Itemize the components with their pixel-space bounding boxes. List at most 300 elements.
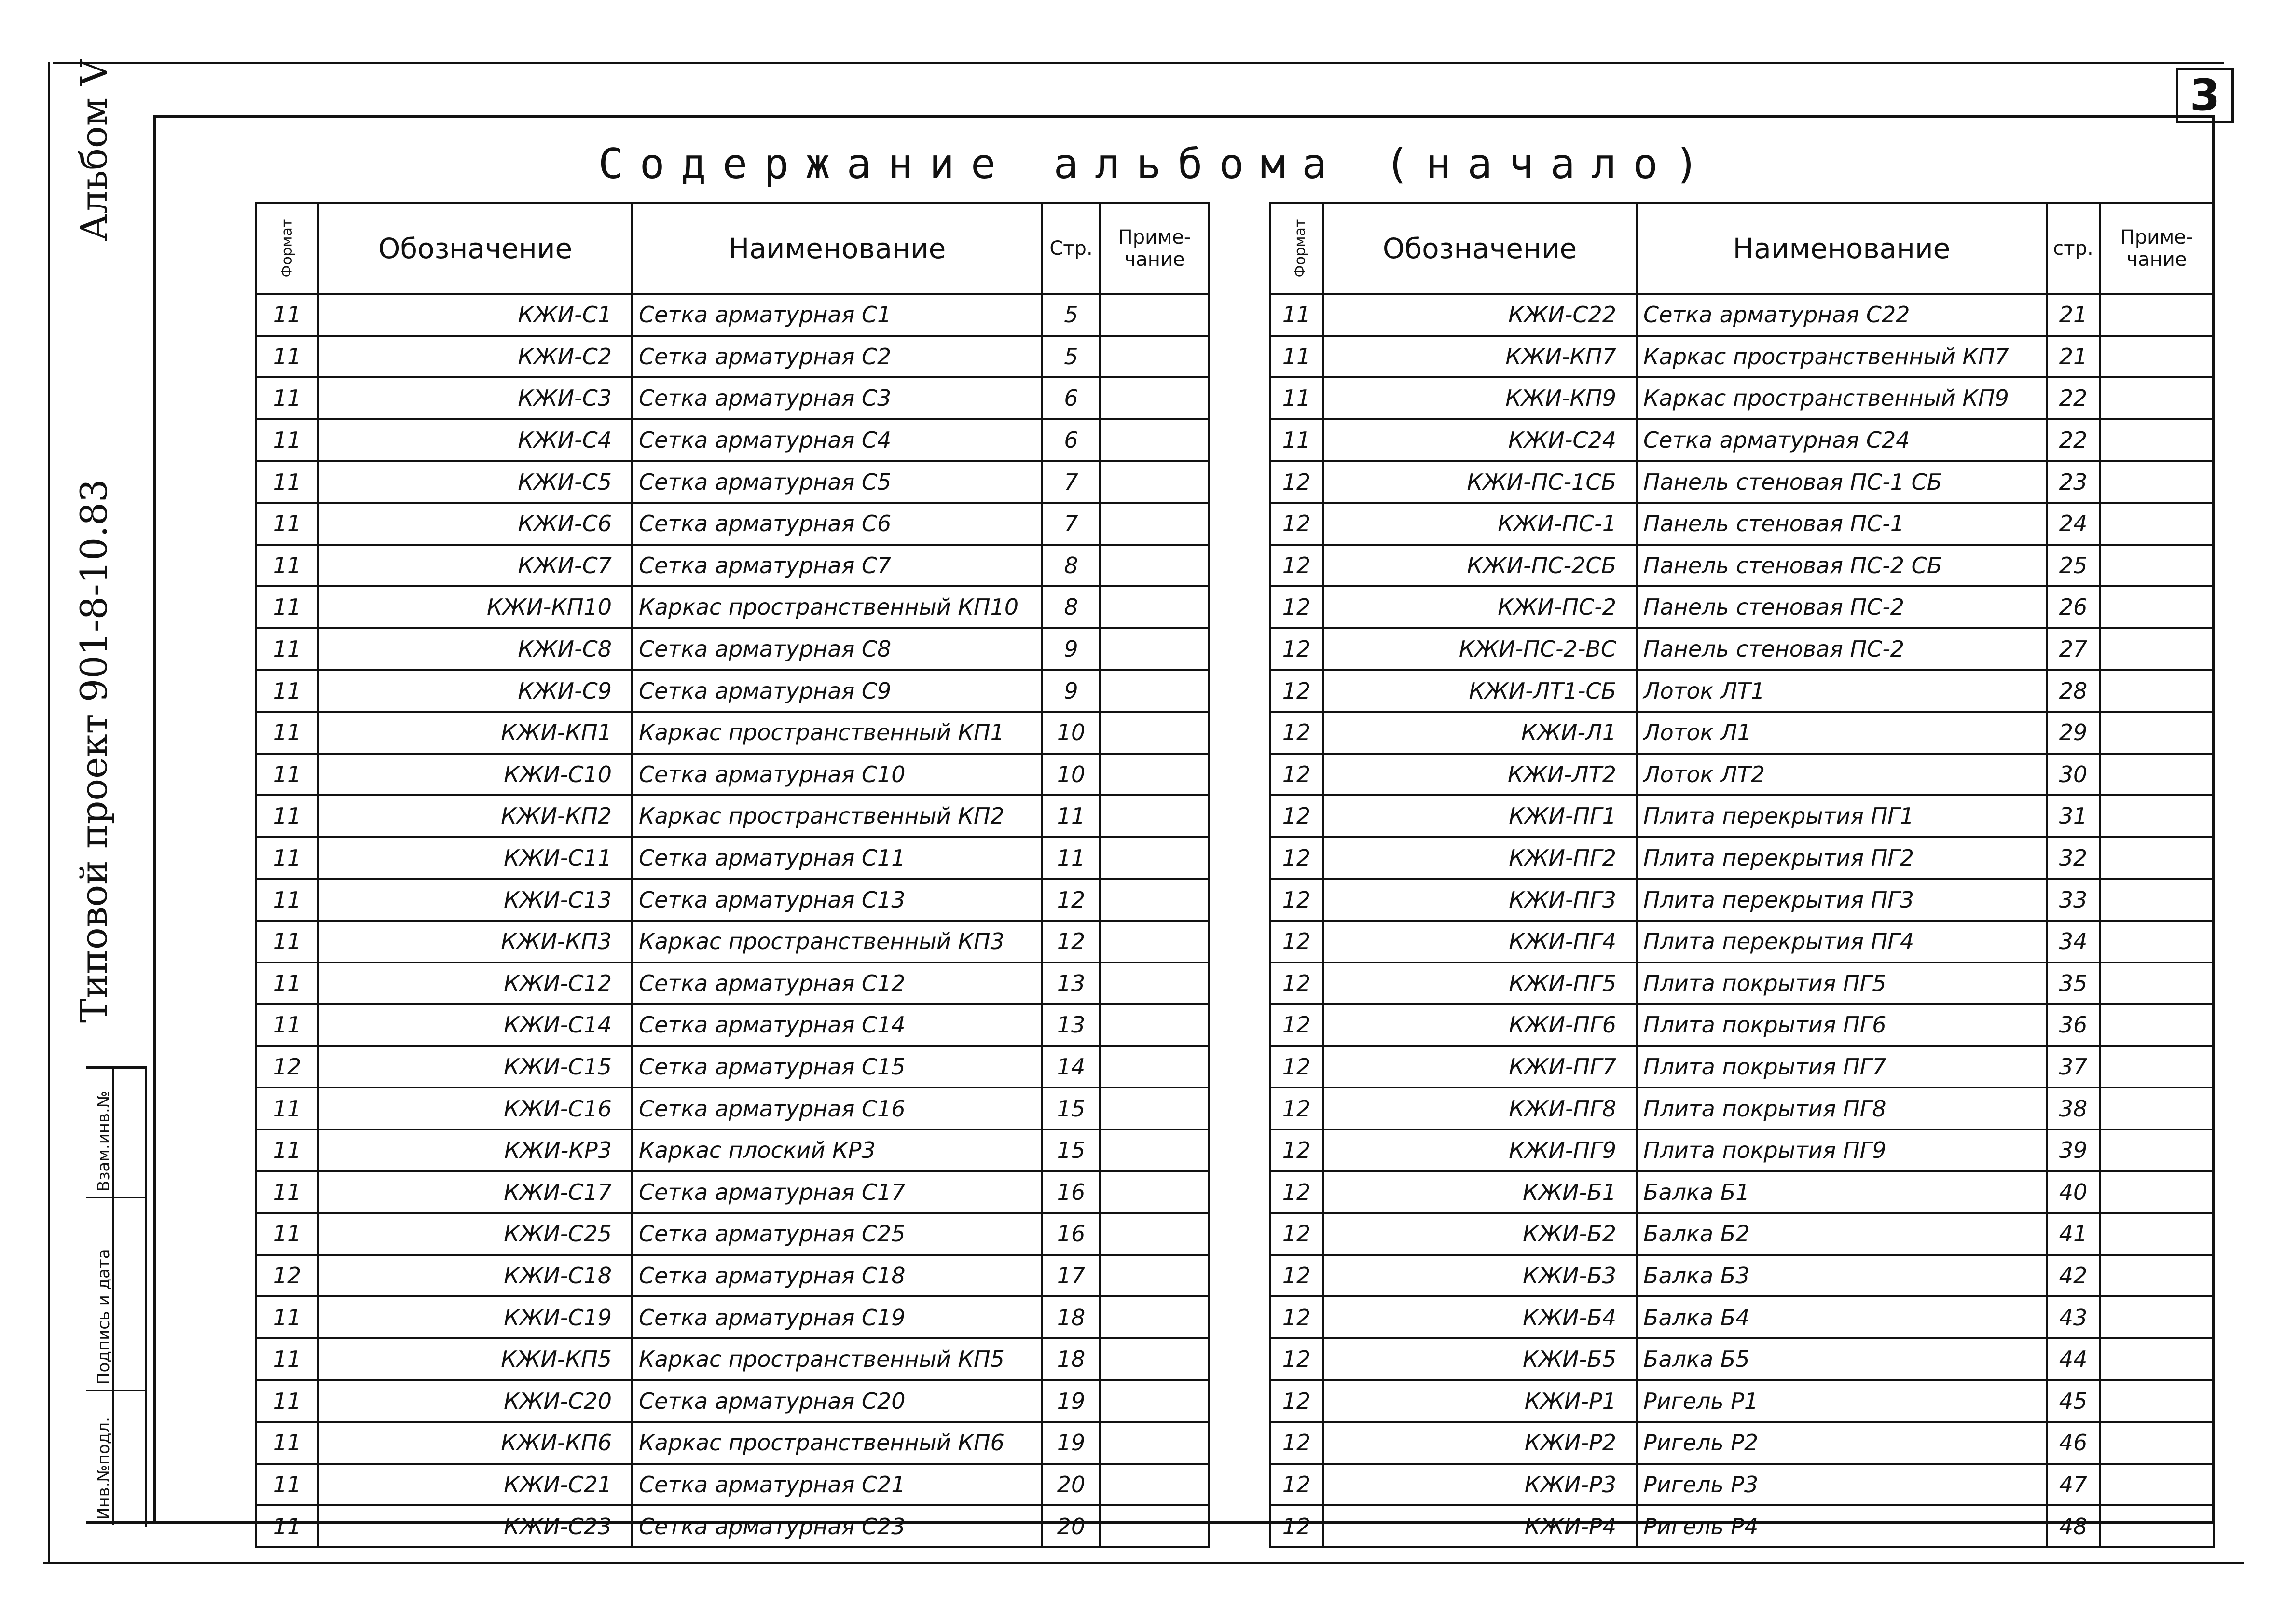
row-name: Лоток ЛТ1 bbox=[1637, 670, 2047, 712]
row-designation: КЖИ-С21 bbox=[318, 1464, 632, 1506]
row-page: 19 bbox=[1042, 1422, 1100, 1464]
table-row bbox=[1270, 1464, 2214, 1506]
row-page: 14 bbox=[1042, 1046, 1100, 1088]
row-designation: КЖИ-С7 bbox=[318, 545, 632, 587]
row-name: Балка Б5 bbox=[1637, 1338, 2047, 1380]
left-sheet-line bbox=[48, 62, 50, 1562]
header-note: Приме-чание bbox=[2100, 203, 2214, 294]
row-name: Сетка арматурная С25 bbox=[632, 1213, 1042, 1255]
table-row bbox=[256, 377, 1209, 419]
row-designation: КЖИ-ПС-1 bbox=[1323, 503, 1637, 545]
table-row bbox=[256, 1380, 1209, 1422]
row-designation: КЖИ-ПС-2СБ bbox=[1323, 545, 1637, 587]
row-name: Каркас пространственный КП2 bbox=[632, 795, 1042, 837]
row-name: Каркас пространственный КП6 bbox=[632, 1422, 1042, 1464]
row-name: Лоток ЛТ2 bbox=[1637, 754, 2047, 796]
row-name: Балка Б4 bbox=[1637, 1296, 2047, 1338]
header-page: Стр. bbox=[1042, 203, 1100, 294]
row-format: 12 bbox=[1270, 754, 1323, 796]
row-format: 11 bbox=[256, 336, 318, 378]
row-page: 27 bbox=[2047, 628, 2100, 670]
table-row bbox=[1270, 1505, 2214, 1547]
row-designation: КЖИ-С2 bbox=[318, 336, 632, 378]
row-page: 16 bbox=[1042, 1213, 1100, 1255]
row-name: Панель стеновая ПС-2 bbox=[1637, 628, 2047, 670]
bottom-sheet-line bbox=[43, 1562, 2244, 1564]
table-header bbox=[1270, 203, 2214, 294]
row-format: 11 bbox=[1270, 294, 1323, 336]
table-row bbox=[256, 1505, 1209, 1547]
page-title: Содержание альбома (начало) bbox=[598, 140, 1716, 188]
row-note bbox=[1100, 795, 1209, 837]
row-page: 9 bbox=[1042, 628, 1100, 670]
row-note bbox=[2100, 336, 2214, 378]
row-page: 7 bbox=[1042, 503, 1100, 545]
page-number: 3 bbox=[2176, 68, 2234, 123]
row-designation: КЖИ-Б4 bbox=[1323, 1296, 1637, 1338]
row-page: 47 bbox=[2047, 1464, 2100, 1506]
row-note bbox=[2100, 1046, 2214, 1088]
row-note bbox=[1100, 419, 1209, 461]
table-row bbox=[256, 1422, 1209, 1464]
table-row bbox=[256, 1129, 1209, 1171]
row-note bbox=[2100, 545, 2214, 587]
row-name: Балка Б1 bbox=[1637, 1171, 2047, 1213]
row-note bbox=[2100, 377, 2214, 419]
row-format: 11 bbox=[256, 963, 318, 1005]
row-page: 11 bbox=[1042, 837, 1100, 879]
row-note bbox=[2100, 461, 2214, 503]
top-sheet-line bbox=[53, 62, 2224, 64]
table-row bbox=[256, 879, 1209, 921]
row-designation: КЖИ-С11 bbox=[318, 837, 632, 879]
row-note bbox=[1100, 377, 1209, 419]
row-note bbox=[2100, 1129, 2214, 1171]
row-format: 11 bbox=[256, 545, 318, 587]
row-note bbox=[2100, 963, 2214, 1005]
row-designation: КЖИ-С23 bbox=[318, 1505, 632, 1547]
row-page: 20 bbox=[1042, 1505, 1100, 1547]
row-format: 12 bbox=[1270, 1129, 1323, 1171]
row-format: 12 bbox=[1270, 879, 1323, 921]
table-row bbox=[1270, 628, 2214, 670]
row-page: 13 bbox=[1042, 963, 1100, 1005]
row-designation: КЖИ-С8 bbox=[318, 628, 632, 670]
row-format: 12 bbox=[1270, 1380, 1323, 1422]
row-format: 11 bbox=[256, 1422, 318, 1464]
row-page: 5 bbox=[1042, 294, 1100, 336]
row-designation: КЖИ-Б3 bbox=[1323, 1255, 1637, 1297]
row-format: 11 bbox=[256, 586, 318, 628]
row-name: Сетка арматурная С21 bbox=[632, 1464, 1042, 1506]
row-format: 11 bbox=[256, 377, 318, 419]
row-designation: КЖИ-КП2 bbox=[318, 795, 632, 837]
row-page: 44 bbox=[2047, 1338, 2100, 1380]
stamp-label-inv: Инв.№подл. bbox=[94, 1417, 113, 1520]
row-format: 12 bbox=[1270, 712, 1323, 754]
row-note bbox=[1100, 712, 1209, 754]
row-note bbox=[1100, 586, 1209, 628]
row-designation: КЖИ-ПС-2-ВС bbox=[1323, 628, 1637, 670]
stamp-sep-1 bbox=[86, 1197, 145, 1198]
row-designation: КЖИ-Р3 bbox=[1323, 1464, 1637, 1506]
row-note bbox=[2100, 1505, 2214, 1547]
row-format: 12 bbox=[1270, 1171, 1323, 1213]
table-row bbox=[256, 795, 1209, 837]
table-row bbox=[1270, 1213, 2214, 1255]
row-name: Сетка арматурная С4 bbox=[632, 419, 1042, 461]
row-format: 12 bbox=[1270, 1338, 1323, 1380]
row-designation: КЖИ-С10 bbox=[318, 754, 632, 796]
table-row bbox=[256, 1046, 1209, 1088]
table-row bbox=[1270, 837, 2214, 879]
row-name: Лоток Л1 bbox=[1637, 712, 2047, 754]
row-format: 12 bbox=[1270, 837, 1323, 879]
table-row bbox=[1270, 377, 2214, 419]
row-page: 31 bbox=[2047, 795, 2100, 837]
header-designation: Обозначение bbox=[318, 203, 632, 294]
row-page: 12 bbox=[1042, 921, 1100, 963]
row-note bbox=[2100, 1004, 2214, 1046]
row-designation: КЖИ-С4 bbox=[318, 419, 632, 461]
table-row bbox=[1270, 503, 2214, 545]
table-row bbox=[1270, 795, 2214, 837]
table-row bbox=[256, 503, 1209, 545]
row-format: 11 bbox=[1270, 377, 1323, 419]
row-format: 12 bbox=[1270, 461, 1323, 503]
row-page: 24 bbox=[2047, 503, 2100, 545]
row-designation: КЖИ-КП7 bbox=[1323, 336, 1637, 378]
row-note bbox=[2100, 1380, 2214, 1422]
row-format: 11 bbox=[1270, 419, 1323, 461]
row-page: 41 bbox=[2047, 1213, 2100, 1255]
row-designation: КЖИ-С17 bbox=[318, 1171, 632, 1213]
table-row bbox=[1270, 1338, 2214, 1380]
row-name: Сетка арматурная С16 bbox=[632, 1087, 1042, 1129]
row-note bbox=[1100, 1213, 1209, 1255]
row-page: 33 bbox=[2047, 879, 2100, 921]
row-page: 13 bbox=[1042, 1004, 1100, 1046]
table-row bbox=[256, 294, 1209, 336]
row-designation: КЖИ-С9 bbox=[318, 670, 632, 712]
row-note bbox=[2100, 837, 2214, 879]
row-note bbox=[2100, 1296, 2214, 1338]
row-name: Сетка арматурная С19 bbox=[632, 1296, 1042, 1338]
row-designation: КЖИ-Р4 bbox=[1323, 1505, 1637, 1547]
row-note bbox=[2100, 1087, 2214, 1129]
table-row bbox=[256, 1296, 1209, 1338]
row-format: 11 bbox=[256, 1505, 318, 1547]
row-designation: КЖИ-ПГ7 bbox=[1323, 1046, 1637, 1088]
row-name: Плита перекрытия ПГ3 bbox=[1637, 879, 2047, 921]
row-note bbox=[1100, 1296, 1209, 1338]
row-name: Каркас пространственный КП5 bbox=[632, 1338, 1042, 1380]
row-format: 11 bbox=[256, 1004, 318, 1046]
row-format: 11 bbox=[256, 837, 318, 879]
row-designation: КЖИ-С19 bbox=[318, 1296, 632, 1338]
row-designation: КЖИ-С3 bbox=[318, 377, 632, 419]
row-designation: КЖИ-С20 bbox=[318, 1380, 632, 1422]
table-row bbox=[1270, 1296, 2214, 1338]
row-page: 21 bbox=[2047, 336, 2100, 378]
row-format: 11 bbox=[256, 795, 318, 837]
row-format: 12 bbox=[1270, 1422, 1323, 1464]
row-name: Сетка арматурная С22 bbox=[1637, 294, 2047, 336]
row-format: 12 bbox=[1270, 1505, 1323, 1547]
row-format: 12 bbox=[1270, 503, 1323, 545]
row-note bbox=[1100, 837, 1209, 879]
table-row bbox=[256, 963, 1209, 1005]
stamp-label-sign: Подпись и дата bbox=[94, 1249, 113, 1385]
row-format: 12 bbox=[1270, 545, 1323, 587]
row-note bbox=[2100, 586, 2214, 628]
row-note bbox=[1100, 754, 1209, 796]
row-page: 34 bbox=[2047, 921, 2100, 963]
row-designation: КЖИ-ПГ1 bbox=[1323, 795, 1637, 837]
row-format: 11 bbox=[256, 503, 318, 545]
row-note bbox=[1100, 879, 1209, 921]
row-name: Каркас пространственный КП1 bbox=[632, 712, 1042, 754]
row-name: Плита покрытия ПГ8 bbox=[1637, 1087, 2047, 1129]
row-page: 9 bbox=[1042, 670, 1100, 712]
row-page: 29 bbox=[2047, 712, 2100, 754]
row-designation: КЖИ-КП10 bbox=[318, 586, 632, 628]
row-note bbox=[1100, 1171, 1209, 1213]
row-designation: КЖИ-С22 bbox=[1323, 294, 1637, 336]
row-format: 11 bbox=[1270, 336, 1323, 378]
row-designation: КЖИ-С5 bbox=[318, 461, 632, 503]
row-designation: КЖИ-С24 bbox=[1323, 419, 1637, 461]
row-note bbox=[2100, 1464, 2214, 1506]
table-row bbox=[256, 1004, 1209, 1046]
row-designation: КЖИ-С12 bbox=[318, 963, 632, 1005]
row-note bbox=[2100, 1171, 2214, 1213]
row-page: 15 bbox=[1042, 1087, 1100, 1129]
row-designation: КЖИ-Б2 bbox=[1323, 1213, 1637, 1255]
table-row bbox=[256, 1338, 1209, 1380]
row-name: Плита покрытия ПГ9 bbox=[1637, 1129, 2047, 1171]
row-format: 12 bbox=[1270, 1296, 1323, 1338]
table-row bbox=[1270, 1004, 2214, 1046]
table-row bbox=[256, 1171, 1209, 1213]
row-format: 11 bbox=[256, 712, 318, 754]
row-designation: КЖИ-С1 bbox=[318, 294, 632, 336]
row-name: Сетка арматурная С12 bbox=[632, 963, 1042, 1005]
row-note bbox=[2100, 921, 2214, 963]
row-note bbox=[2100, 1338, 2214, 1380]
row-name: Сетка арматурная С14 bbox=[632, 1004, 1042, 1046]
row-name: Сетка арматурная С3 bbox=[632, 377, 1042, 419]
header-designation: Обозначение bbox=[1323, 203, 1637, 294]
row-name: Сетка арматурная С15 bbox=[632, 1046, 1042, 1088]
row-name: Каркас пространственный КП3 bbox=[632, 921, 1042, 963]
row-name: Сетка арматурная С18 bbox=[632, 1255, 1042, 1297]
row-page: 20 bbox=[1042, 1464, 1100, 1506]
table-row bbox=[1270, 294, 2214, 336]
row-name: Панель стеновая ПС-1 bbox=[1637, 503, 2047, 545]
row-page: 32 bbox=[2047, 837, 2100, 879]
row-page: 16 bbox=[1042, 1171, 1100, 1213]
row-designation: КЖИ-КП5 bbox=[318, 1338, 632, 1380]
row-format: 12 bbox=[1270, 1046, 1323, 1088]
row-format: 11 bbox=[256, 1296, 318, 1338]
row-designation: КЖИ-Б5 bbox=[1323, 1338, 1637, 1380]
row-name: Сетка арматурная С23 bbox=[632, 1505, 1042, 1547]
table-row bbox=[1270, 336, 2214, 378]
row-name: Балка Б3 bbox=[1637, 1255, 2047, 1297]
row-page: 17 bbox=[1042, 1255, 1100, 1297]
row-name: Ригель Р2 bbox=[1637, 1422, 2047, 1464]
row-note bbox=[1100, 545, 1209, 587]
row-name: Сетка арматурная С24 bbox=[1637, 419, 2047, 461]
row-page: 15 bbox=[1042, 1129, 1100, 1171]
row-note bbox=[1100, 294, 1209, 336]
row-page: 21 bbox=[2047, 294, 2100, 336]
row-page: 8 bbox=[1042, 545, 1100, 587]
table-row bbox=[256, 1213, 1209, 1255]
stamp-label-replace: Взам.инв.№ bbox=[94, 1090, 113, 1192]
header-name: Наименование bbox=[1637, 203, 2047, 294]
row-page: 6 bbox=[1042, 419, 1100, 461]
row-name: Панель стеновая ПС-1 СБ bbox=[1637, 461, 2047, 503]
header-note: Приме-чание bbox=[1100, 203, 1209, 294]
row-name: Сетка арматурная С11 bbox=[632, 837, 1042, 879]
table-row bbox=[1270, 545, 2214, 587]
row-page: 46 bbox=[2047, 1422, 2100, 1464]
row-note bbox=[2100, 1213, 2214, 1255]
row-name: Плита покрытия ПГ5 bbox=[1637, 963, 2047, 1005]
row-page: 48 bbox=[2047, 1505, 2100, 1547]
row-page: 10 bbox=[1042, 754, 1100, 796]
table-row bbox=[256, 1464, 1209, 1506]
row-page: 7 bbox=[1042, 461, 1100, 503]
row-format: 12 bbox=[1270, 963, 1323, 1005]
row-name: Сетка арматурная С17 bbox=[632, 1171, 1042, 1213]
row-note bbox=[1100, 503, 1209, 545]
row-format: 11 bbox=[256, 921, 318, 963]
table-row bbox=[1270, 712, 2214, 754]
row-note bbox=[1100, 336, 1209, 378]
row-note bbox=[1100, 1380, 1209, 1422]
row-name: Каркас пространственный КП9 bbox=[1637, 377, 2047, 419]
row-designation: КЖИ-КП6 bbox=[318, 1422, 632, 1464]
row-name: Сетка арматурная С6 bbox=[632, 503, 1042, 545]
row-name: Сетка арматурная С7 bbox=[632, 545, 1042, 587]
table-row bbox=[256, 419, 1209, 461]
table-row bbox=[1270, 1255, 2214, 1297]
row-format: 11 bbox=[256, 419, 318, 461]
row-name: Сетка арматурная С2 bbox=[632, 336, 1042, 378]
table-row bbox=[1270, 1129, 2214, 1171]
table-row bbox=[256, 754, 1209, 796]
row-name: Каркас пространственный КП10 bbox=[632, 586, 1042, 628]
row-designation: КЖИ-ПГ5 bbox=[1323, 963, 1637, 1005]
row-format: 12 bbox=[256, 1046, 318, 1088]
row-note bbox=[2100, 670, 2214, 712]
row-note bbox=[2100, 754, 2214, 796]
row-format: 12 bbox=[1270, 795, 1323, 837]
row-page: 5 bbox=[1042, 336, 1100, 378]
row-format: 12 bbox=[1270, 1004, 1323, 1046]
row-page: 38 bbox=[2047, 1087, 2100, 1129]
row-name: Плита перекрытия ПГ1 bbox=[1637, 795, 2047, 837]
row-page: 39 bbox=[2047, 1129, 2100, 1171]
row-page: 22 bbox=[2047, 419, 2100, 461]
row-format: 12 bbox=[1270, 921, 1323, 963]
row-designation: КЖИ-КР3 bbox=[318, 1129, 632, 1171]
frame-top bbox=[153, 115, 2215, 118]
table-row bbox=[1270, 419, 2214, 461]
row-designation: КЖИ-ПГ6 bbox=[1323, 1004, 1637, 1046]
row-designation: КЖИ-С15 bbox=[318, 1046, 632, 1088]
row-note bbox=[2100, 879, 2214, 921]
frame-left bbox=[153, 115, 156, 1524]
row-page: 43 bbox=[2047, 1296, 2100, 1338]
stamp-sep-2 bbox=[86, 1390, 145, 1391]
row-note bbox=[1100, 628, 1209, 670]
table-row bbox=[1270, 879, 2214, 921]
row-page: 42 bbox=[2047, 1255, 2100, 1297]
row-note bbox=[1100, 1004, 1209, 1046]
row-designation: КЖИ-ПГ2 bbox=[1323, 837, 1637, 879]
row-page: 11 bbox=[1042, 795, 1100, 837]
row-page: 37 bbox=[2047, 1046, 2100, 1088]
table-row bbox=[256, 628, 1209, 670]
table-row bbox=[1270, 461, 2214, 503]
row-format: 11 bbox=[256, 461, 318, 503]
row-note bbox=[2100, 294, 2214, 336]
project-label: Типовой проект 901-8-10.83 bbox=[72, 479, 115, 1023]
row-name: Балка Б2 bbox=[1637, 1213, 2047, 1255]
table-row bbox=[256, 670, 1209, 712]
row-note bbox=[1100, 963, 1209, 1005]
row-name: Ригель Р4 bbox=[1637, 1505, 2047, 1547]
table-row bbox=[1270, 1422, 2214, 1464]
row-designation: КЖИ-Р2 bbox=[1323, 1422, 1637, 1464]
table-row bbox=[1270, 754, 2214, 796]
row-format: 11 bbox=[256, 670, 318, 712]
row-designation: КЖИ-С6 bbox=[318, 503, 632, 545]
table-header bbox=[256, 203, 1209, 294]
row-designation: КЖИ-Р1 bbox=[1323, 1380, 1637, 1422]
row-designation: КЖИ-ПГ3 bbox=[1323, 879, 1637, 921]
row-name: Сетка арматурная С13 bbox=[632, 879, 1042, 921]
table-row bbox=[1270, 1380, 2214, 1422]
header-page: стр. bbox=[2047, 203, 2100, 294]
row-name: Плита покрытия ПГ6 bbox=[1637, 1004, 2047, 1046]
row-note bbox=[2100, 712, 2214, 754]
row-note bbox=[1100, 1464, 1209, 1506]
row-page: 23 bbox=[2047, 461, 2100, 503]
row-page: 35 bbox=[2047, 963, 2100, 1005]
row-designation: КЖИ-С16 bbox=[318, 1087, 632, 1129]
row-format: 11 bbox=[256, 1338, 318, 1380]
row-page: 8 bbox=[1042, 586, 1100, 628]
row-format: 11 bbox=[256, 1213, 318, 1255]
row-designation: КЖИ-ПГ8 bbox=[1323, 1087, 1637, 1129]
row-designation: КЖИ-ЛТ1-СБ bbox=[1323, 670, 1637, 712]
row-format: 12 bbox=[1270, 1087, 1323, 1129]
row-designation: КЖИ-Л1 bbox=[1323, 712, 1637, 754]
row-format: 11 bbox=[256, 294, 318, 336]
row-designation: КЖИ-КП1 bbox=[318, 712, 632, 754]
row-page: 25 bbox=[2047, 545, 2100, 587]
row-designation: КЖИ-С25 bbox=[318, 1213, 632, 1255]
row-note bbox=[2100, 419, 2214, 461]
row-designation: КЖИ-С13 bbox=[318, 879, 632, 921]
table-row bbox=[1270, 1046, 2214, 1088]
row-note bbox=[1100, 1255, 1209, 1297]
